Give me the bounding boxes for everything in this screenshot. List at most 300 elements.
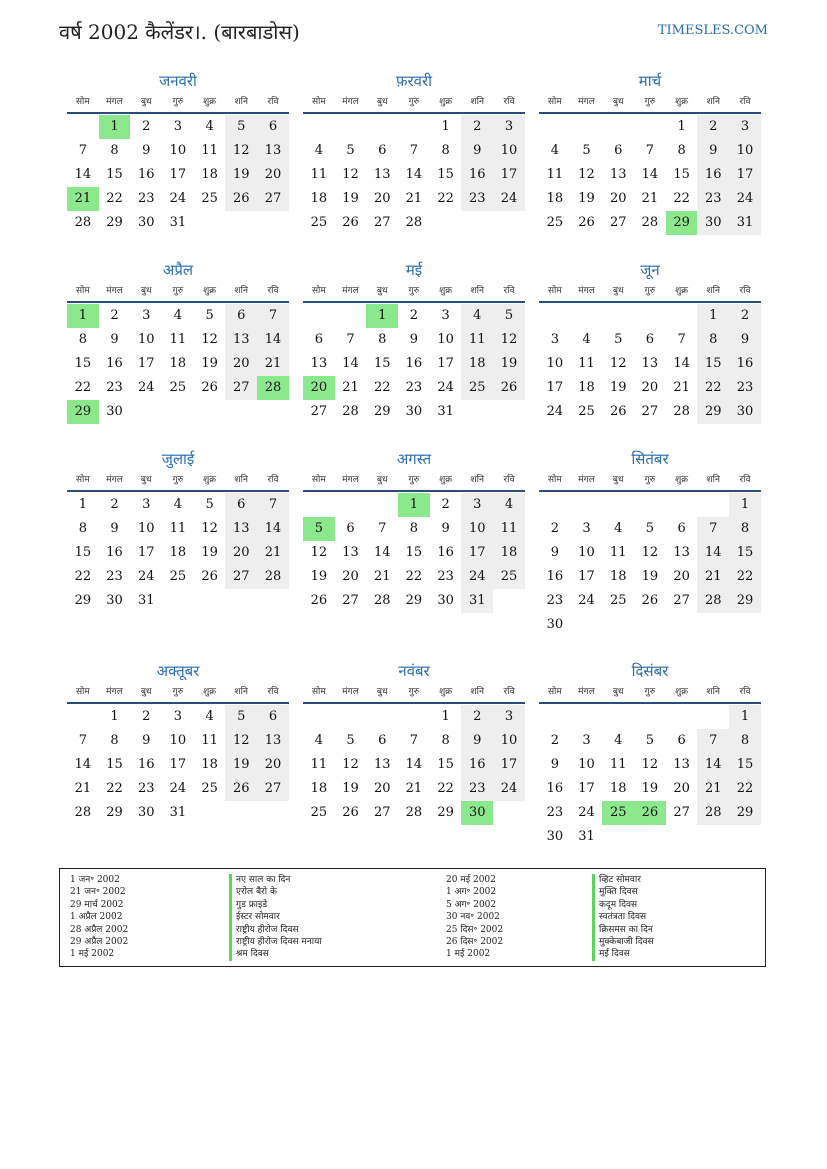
weekday-label: शुक्र (203, 97, 217, 107)
day-cell: 16 (461, 163, 493, 187)
day-cell: 17 (493, 753, 525, 777)
weekday-label: रवि (503, 286, 515, 296)
day-cell: 22 (106, 191, 123, 206)
day-cell: 25 (310, 215, 328, 230)
weekday-label: बुध (376, 286, 388, 296)
day-cell: 28 (74, 805, 92, 820)
day-cell: 30 (106, 593, 123, 608)
day-cell: 6 (225, 493, 257, 517)
day-cell: 31 (137, 593, 155, 608)
day-cell: 4 (550, 143, 559, 158)
day-cell: 2 (110, 308, 119, 323)
empty-cell (335, 115, 367, 139)
empty-cell (571, 115, 603, 139)
weekday-label: सोम (547, 286, 562, 296)
day-cell: 4 (582, 332, 591, 347)
weekday-label: मंगल (106, 687, 123, 697)
empty-cell (303, 705, 335, 729)
month-block (539, 259, 761, 424)
empty-cell (366, 705, 398, 729)
day-cell: 7 (78, 733, 87, 748)
day-cell: 4 (314, 143, 323, 158)
day-cell: 11 (310, 167, 328, 182)
weekday-label: रवि (739, 687, 751, 697)
day-cell: 9 (110, 521, 119, 536)
weekday-label: रवि (267, 97, 279, 107)
day-cell: 27 (373, 215, 391, 230)
day-cell: 26 (201, 380, 218, 395)
month-block (67, 259, 289, 424)
holiday-day-cell: 29 (666, 211, 698, 235)
day-cell: 21 (257, 541, 289, 565)
holiday-name: एरोल बैरो के (229, 886, 322, 898)
month-block (303, 70, 525, 235)
day-cell: 5 (205, 308, 214, 323)
holiday-day-cell: 29 (67, 400, 99, 424)
day-cell: 24 (578, 805, 595, 820)
holiday-day-cell: 5 (303, 517, 335, 541)
empty-cell (602, 493, 634, 517)
day-cell: 17 (461, 541, 493, 565)
day-cell: 14 (257, 328, 289, 352)
day-cell: 17 (437, 356, 454, 371)
weekday-header (303, 281, 525, 303)
holiday-day-cell: 1 (99, 115, 131, 139)
day-cell: 8 (441, 143, 450, 158)
day-cell: 3 (582, 521, 591, 536)
day-cell: 7 (78, 143, 87, 158)
day-cell: 2 (729, 304, 761, 328)
day-cell: 19 (493, 352, 525, 376)
weekday-label: रवि (739, 475, 751, 485)
day-cell: 1 (729, 493, 761, 517)
day-cell: 29 (106, 805, 123, 820)
empty-cell (697, 493, 729, 517)
day-cell: 17 (137, 356, 155, 371)
day-cell: 21 (697, 565, 729, 589)
weekday-label: रवि (267, 475, 279, 485)
day-cell: 7 (697, 729, 729, 753)
weekday-label: मंगल (106, 286, 123, 296)
day-cell: 22 (74, 569, 92, 584)
weekday-label: सोम (75, 687, 90, 697)
empty-cell (366, 115, 398, 139)
weekday-label: बुध (140, 97, 152, 107)
day-cell: 27 (225, 376, 257, 400)
day-cell: 18 (169, 545, 187, 560)
weekday-label: गुरु (644, 286, 656, 296)
day-cell: 4 (614, 521, 623, 536)
day-cell: 9 (142, 143, 151, 158)
day-cell: 15 (405, 545, 423, 560)
day-cell: 9 (142, 733, 151, 748)
day-cell: 17 (493, 163, 525, 187)
day-grid (539, 115, 761, 235)
holiday-day-cell: 30 (461, 801, 493, 825)
day-cell: 18 (546, 191, 564, 206)
day-cell: 5 (582, 143, 591, 158)
weekday-label: सोम (547, 475, 562, 485)
day-grid (303, 115, 525, 235)
empty-cell (666, 493, 698, 517)
day-cell: 30 (546, 829, 564, 844)
holiday-date: 21 जन॰ 2002 (70, 887, 126, 898)
day-cell: 20 (609, 191, 627, 206)
day-cell: 27 (257, 777, 289, 801)
empty-cell (335, 493, 367, 517)
day-cell: 5 (645, 521, 655, 536)
day-cell: 25 (201, 191, 218, 206)
day-cell: 21 (257, 352, 289, 376)
day-grid (303, 705, 525, 825)
holiday-day-cell: 21 (67, 187, 99, 211)
day-cell: 10 (493, 139, 525, 163)
day-cell: 3 (550, 332, 559, 347)
day-cell: 7 (378, 521, 387, 536)
day-cell: 8 (378, 332, 387, 347)
day-cell: 6 (677, 521, 686, 536)
holiday-day-cell: 25 (602, 801, 634, 825)
day-cell: 16 (106, 545, 123, 560)
holiday-day-cell: 1 (67, 304, 99, 328)
day-cell: 14 (405, 757, 423, 772)
day-cell: 2 (461, 705, 493, 729)
day-cell: 11 (578, 356, 595, 371)
empty-cell (303, 304, 335, 328)
day-cell: 25 (310, 805, 328, 820)
day-cell: 7 (257, 493, 289, 517)
day-cell: 13 (373, 757, 391, 772)
day-cell: 15 (437, 757, 454, 772)
empty-cell (666, 705, 698, 729)
month-block (303, 448, 525, 613)
day-cell: 8 (441, 733, 450, 748)
day-cell: 13 (225, 517, 257, 541)
weekday-label: मंगल (342, 97, 359, 107)
day-cell: 13 (342, 545, 359, 560)
holiday-date: 1 जन॰ 2002 (70, 875, 120, 885)
day-cell: 19 (342, 781, 359, 796)
day-cell: 14 (673, 356, 690, 371)
day-cell: 8 (729, 729, 761, 753)
day-cell: 5 (205, 497, 214, 512)
day-cell: 28 (673, 404, 690, 419)
weekday-label: शनि (706, 687, 720, 697)
weekday-label: मंगल (578, 687, 595, 697)
day-cell: 12 (641, 545, 659, 560)
day-cell: 4 (205, 119, 214, 134)
month-block (539, 70, 761, 235)
day-cell: 14 (74, 167, 92, 182)
day-cell: 17 (578, 781, 595, 796)
day-cell: 24 (437, 380, 454, 395)
weekday-label: गुरु (644, 687, 656, 697)
day-cell: 19 (310, 569, 328, 584)
day-cell: 30 (546, 617, 564, 632)
day-cell: 10 (578, 545, 595, 560)
weekday-label: गुरु (408, 687, 420, 697)
day-cell: 24 (169, 781, 187, 796)
day-cell: 22 (106, 781, 123, 796)
day-cell: 4 (173, 308, 183, 323)
day-cell: 25 (169, 569, 187, 584)
weekday-label: रवि (503, 687, 515, 697)
day-cell: 11 (609, 757, 627, 772)
day-cell: 10 (493, 729, 525, 753)
day-grid (67, 493, 289, 613)
day-cell: 13 (225, 328, 257, 352)
day-cell: 21 (373, 569, 391, 584)
day-cell: 12 (225, 139, 257, 163)
weekday-label: शनि (234, 475, 248, 485)
day-cell: 18 (609, 781, 627, 796)
day-cell: 23 (697, 187, 729, 211)
holiday-date: 26 दिस॰ 2002 (446, 936, 504, 947)
day-cell: 25 (169, 380, 187, 395)
day-cell: 12 (609, 356, 627, 371)
day-cell: 11 (169, 521, 187, 536)
weekday-label: गुरु (172, 475, 184, 485)
day-cell: 8 (697, 328, 729, 352)
weekday-label: शुक्र (675, 97, 689, 107)
day-cell: 4 (173, 497, 183, 512)
day-cell: 26 (342, 215, 359, 230)
day-cell: 26 (578, 215, 595, 230)
day-cell: 31 (437, 404, 454, 419)
month-name: जून (640, 261, 660, 279)
weekday-label: मंगल (578, 286, 595, 296)
day-cell: 13 (641, 356, 659, 371)
day-cell: 14 (641, 167, 659, 182)
day-cell: 19 (225, 753, 257, 777)
day-cell: 21 (405, 781, 423, 796)
empty-cell (539, 493, 571, 517)
day-cell: 22 (697, 376, 729, 400)
weekday-label: रवि (267, 286, 279, 296)
day-cell: 22 (437, 781, 454, 796)
day-cell: 14 (697, 541, 729, 565)
weekday-header (67, 281, 289, 303)
site-link[interactable]: TIMESLES.COM (657, 23, 768, 38)
weekday-header (539, 682, 761, 704)
day-cell: 20 (673, 569, 690, 584)
weekday-label: सोम (75, 475, 90, 485)
empty-cell (571, 304, 603, 328)
day-cell: 25 (493, 565, 525, 589)
weekday-label: बुध (140, 687, 152, 697)
day-cell: 10 (169, 733, 187, 748)
day-cell: 11 (201, 733, 218, 748)
day-cell: 3 (142, 308, 151, 323)
day-cell: 25 (546, 215, 564, 230)
day-cell: 19 (609, 380, 627, 395)
weekday-label: बुध (612, 475, 624, 485)
holiday-name: राष्ट्रीय हीरोज दिवस (229, 924, 322, 936)
month-name: जुलाई (161, 450, 195, 468)
day-cell: 26 (310, 593, 328, 608)
legend-names-right (592, 874, 654, 961)
day-cell: 28 (257, 565, 289, 589)
weekday-label: शनि (470, 97, 484, 107)
weekday-label: मंगल (342, 286, 359, 296)
day-cell: 3 (441, 308, 450, 323)
day-cell: 22 (673, 191, 690, 206)
day-cell: 19 (578, 191, 595, 206)
day-cell: 12 (225, 729, 257, 753)
day-cell: 26 (493, 376, 525, 400)
day-cell: 21 (74, 781, 92, 796)
empty-cell (634, 705, 666, 729)
month-name: फ़रवरी (395, 72, 433, 90)
day-cell: 29 (373, 404, 391, 419)
day-cell: 9 (441, 521, 450, 536)
day-cell: 31 (729, 211, 761, 235)
day-cell: 26 (225, 777, 257, 801)
holiday-date: 1 मई 2002 (70, 949, 115, 960)
weekday-label: शनि (470, 687, 484, 697)
day-cell: 25 (609, 593, 627, 608)
month-block (303, 259, 525, 424)
day-cell: 12 (201, 521, 218, 536)
day-cell: 1 (441, 709, 450, 724)
day-cell: 2 (142, 709, 151, 724)
day-cell: 5 (614, 332, 623, 347)
day-cell: 14 (257, 517, 289, 541)
empty-cell (539, 705, 571, 729)
day-cell: 23 (137, 781, 155, 796)
day-cell: 12 (493, 328, 525, 352)
day-cell: 28 (342, 404, 359, 419)
day-cell: 7 (409, 733, 419, 748)
weekday-label: बुध (612, 687, 624, 697)
day-cell: 12 (342, 167, 359, 182)
weekday-label: शुक्र (675, 475, 689, 485)
weekday-label: शुक्र (439, 475, 453, 485)
empty-cell (335, 705, 367, 729)
day-cell: 13 (257, 729, 289, 753)
day-cell: 28 (697, 801, 729, 825)
day-cell: 11 (169, 332, 187, 347)
day-cell: 1 (677, 119, 686, 134)
weekday-label: मंगल (578, 475, 595, 485)
day-cell: 20 (641, 380, 659, 395)
day-cell: 8 (110, 143, 119, 158)
month-name: अप्रैल (162, 261, 194, 279)
day-cell: 27 (310, 404, 328, 419)
empty-cell (602, 304, 634, 328)
day-cell: 8 (409, 521, 419, 536)
day-cell: 30 (437, 593, 454, 608)
holiday-date: 1 अग॰ 2002 (446, 887, 497, 898)
empty-cell (697, 705, 729, 729)
day-cell: 21 (697, 777, 729, 801)
day-cell: 18 (169, 356, 187, 371)
day-cell: 24 (493, 777, 525, 801)
day-cell: 17 (169, 757, 187, 772)
day-cell: 20 (673, 781, 690, 796)
weekday-label: बुध (376, 475, 388, 485)
day-cell: 6 (378, 143, 387, 158)
day-cell: 28 (405, 215, 423, 230)
day-cell: 18 (609, 569, 627, 584)
day-cell: 29 (74, 593, 92, 608)
day-cell: 20 (342, 569, 359, 584)
day-cell: 15 (673, 167, 690, 182)
day-cell: 5 (225, 115, 257, 139)
day-cell: 6 (677, 733, 686, 748)
weekday-label: शनि (234, 687, 248, 697)
day-cell: 29 (405, 593, 423, 608)
legend-names-left (229, 874, 322, 961)
day-cell: 5 (225, 705, 257, 729)
day-cell: 5 (346, 143, 355, 158)
weekday-label: गुरु (172, 687, 184, 697)
day-cell: 23 (461, 187, 493, 211)
weekday-header (539, 281, 761, 303)
day-cell: 1 (78, 497, 87, 512)
holiday-name: मई दिवस (592, 948, 654, 960)
day-cell: 19 (201, 545, 218, 560)
weekday-header (303, 682, 525, 704)
day-cell: 21 (673, 380, 690, 395)
day-grid (303, 304, 525, 424)
empty-cell (539, 115, 571, 139)
day-cell: 23 (729, 376, 761, 400)
day-cell: 28 (697, 589, 729, 613)
weekday-label: शनि (470, 475, 484, 485)
weekday-label: सोम (75, 97, 90, 107)
day-cell: 9 (550, 757, 559, 772)
day-cell: 10 (169, 143, 187, 158)
day-cell: 8 (78, 521, 87, 536)
day-cell: 23 (405, 380, 423, 395)
day-cell: 26 (342, 805, 359, 820)
day-cell: 20 (257, 753, 289, 777)
day-cell: 30 (137, 805, 155, 820)
day-cell: 2 (550, 733, 559, 748)
day-cell: 10 (137, 521, 155, 536)
day-cell: 9 (110, 332, 119, 347)
day-cell: 16 (405, 356, 423, 371)
day-cell: 7 (677, 332, 686, 347)
weekday-label: मंगल (342, 475, 359, 485)
day-cell: 31 (578, 829, 595, 844)
weekday-label: शनि (470, 286, 484, 296)
day-cell: 22 (405, 569, 423, 584)
day-cell: 29 (729, 801, 761, 825)
day-cell: 23 (437, 569, 454, 584)
day-cell: 27 (609, 215, 627, 230)
weekday-label: शनि (706, 475, 720, 485)
weekday-label: शुक्र (439, 286, 453, 296)
holiday-day-cell: 1 (366, 304, 398, 328)
holiday-date: 1 मई 2002 (446, 949, 491, 960)
holiday-date: 30 नव॰ 2002 (446, 912, 500, 923)
day-cell: 23 (106, 380, 123, 395)
holiday-name: मुक्ति दिवस (592, 886, 654, 898)
holiday-name: ईस्टर सोमवार (229, 911, 322, 923)
day-cell: 14 (342, 356, 359, 371)
day-cell: 8 (729, 517, 761, 541)
legend-dates-left (70, 874, 128, 961)
day-cell: 3 (142, 497, 151, 512)
weekday-label: बुध (612, 286, 624, 296)
day-cell: 7 (346, 332, 355, 347)
day-cell: 27 (673, 805, 690, 820)
day-cell: 13 (673, 757, 690, 772)
day-cell: 22 (729, 565, 761, 589)
day-cell: 31 (169, 215, 187, 230)
